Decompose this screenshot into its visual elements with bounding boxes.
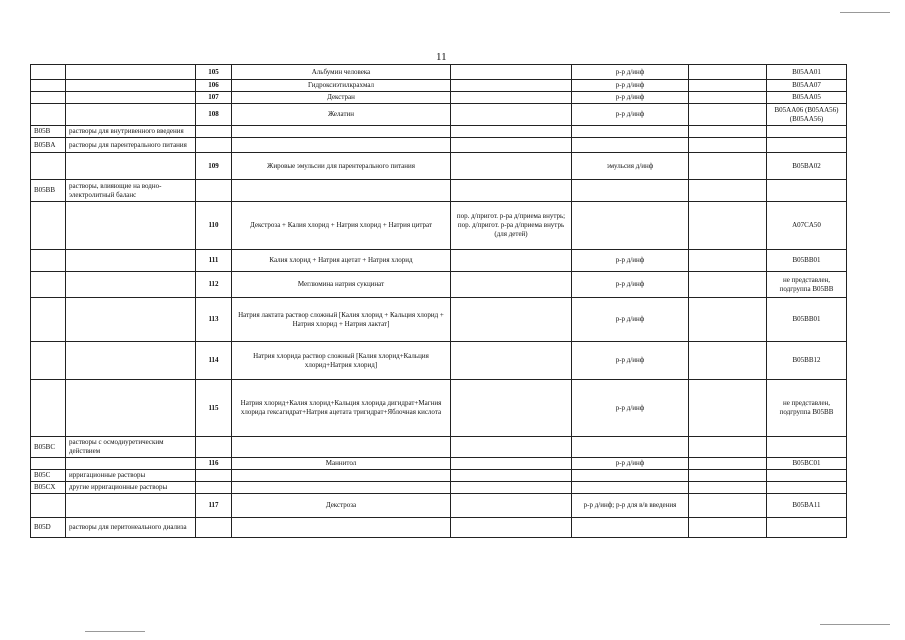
- dosage-form-cell: р-р д/инф: [572, 298, 689, 342]
- row-number-cell: 113: [196, 298, 232, 342]
- dosage-form-cell: [572, 482, 689, 494]
- edge-mark-bottom-right: [820, 624, 890, 625]
- dosage-form-cell: р-р д/инф: [572, 272, 689, 298]
- empty-cell: [689, 153, 767, 180]
- atc-code-cell: [31, 202, 66, 250]
- row-number-cell: [196, 138, 232, 153]
- drug-name-cell: Декстроза: [232, 494, 451, 518]
- table-body: [31, 65, 847, 538]
- row-number-cell: [196, 437, 232, 458]
- atc-group-cell: [66, 380, 196, 437]
- row-number-cell: 108: [196, 104, 232, 126]
- empty-cell: [689, 482, 767, 494]
- row-number-cell: 115: [196, 380, 232, 437]
- drug-name-cell: [232, 126, 451, 138]
- atc-code-cell: [31, 458, 66, 470]
- dosage-form-cell: [572, 437, 689, 458]
- table-row: [31, 437, 847, 458]
- atc-code-cell: [31, 250, 66, 272]
- row-number-cell: 106: [196, 80, 232, 92]
- atc-group-cell: ирригационные растворы: [66, 470, 196, 482]
- row-number-cell: 114: [196, 342, 232, 380]
- table-row: [31, 65, 847, 80]
- drug-name-cell: Натрия хлорид+Калия хлорид+Кальция хлорида дигидрат+Магния хлорида гексагидрат+Натрия ацетата тригидрат+Яблочная кислота: [232, 380, 451, 437]
- atc-group-cell: растворы с осмодиуретическим действием: [66, 437, 196, 458]
- drug-list-table: [30, 64, 847, 538]
- atc-code-cell: B05BC: [31, 437, 66, 458]
- atc-code-cell: [31, 342, 66, 380]
- atc-group-cell: растворы, влияющие на водно-электролитный баланс: [66, 180, 196, 202]
- drug-name-cell: Желатин: [232, 104, 451, 126]
- atc-group-cell: [66, 104, 196, 126]
- table-row: [31, 180, 847, 202]
- row-number-cell: 117: [196, 494, 232, 518]
- drug-name-cell: [232, 518, 451, 538]
- empty-cell: [689, 92, 767, 104]
- atc-code-cell: B05BA: [31, 138, 66, 153]
- empty-cell: [689, 494, 767, 518]
- row-number-cell: 110: [196, 202, 232, 250]
- drug-name-cell: [232, 470, 451, 482]
- table-row: [31, 482, 847, 494]
- atx-code-cell: [767, 138, 847, 153]
- dosage-form-alt-cell: [451, 65, 572, 80]
- empty-cell: [689, 65, 767, 80]
- row-number-cell: 112: [196, 272, 232, 298]
- drug-name-cell: Калия хлорид + Натрия ацетат + Натрия хлорид: [232, 250, 451, 272]
- page-number: 11: [436, 51, 447, 63]
- atc-code-cell: [31, 494, 66, 518]
- table-row: [31, 458, 847, 470]
- drug-name-cell: Декстран: [232, 92, 451, 104]
- atx-code-cell: B05AA06 (B05AA56) (B05AA56): [767, 104, 847, 126]
- empty-cell: [689, 80, 767, 92]
- atc-code-cell: [31, 153, 66, 180]
- atx-code-cell: B05BA02: [767, 153, 847, 180]
- table-row: [31, 138, 847, 153]
- dosage-form-alt-cell: [451, 180, 572, 202]
- drug-name-cell: Маннитол: [232, 458, 451, 470]
- dosage-form-cell: р-р д/инф: [572, 65, 689, 80]
- table-row: [31, 342, 847, 380]
- atx-code-cell: A07CA50: [767, 202, 847, 250]
- table-row: [31, 80, 847, 92]
- table-row: [31, 153, 847, 180]
- drug-name-cell: Натрия хлорида раствор сложный [Калия хлорид+Кальция хлорид+Натрия хлорид]: [232, 342, 451, 380]
- row-number-cell: 111: [196, 250, 232, 272]
- table-row: [31, 202, 847, 250]
- drug-name-cell: Альбумин человека: [232, 65, 451, 80]
- dosage-form-cell: р-р д/инф: [572, 458, 689, 470]
- dosage-form-alt-cell: [451, 126, 572, 138]
- atc-code-cell: [31, 80, 66, 92]
- dosage-form-alt-cell: [451, 342, 572, 380]
- table-row: [31, 518, 847, 538]
- dosage-form-alt-cell: [451, 104, 572, 126]
- atc-group-cell: [66, 494, 196, 518]
- empty-cell: [689, 458, 767, 470]
- drug-name-cell: [232, 138, 451, 153]
- drug-name-cell: Гидроксиэтилкрахмал: [232, 80, 451, 92]
- dosage-form-cell: [572, 138, 689, 153]
- dosage-form-cell: р-р д/инф: [572, 342, 689, 380]
- dosage-form-cell: р-р д/инф: [572, 250, 689, 272]
- dosage-form-alt-cell: [451, 482, 572, 494]
- empty-cell: [689, 298, 767, 342]
- dosage-form-alt-cell: [451, 380, 572, 437]
- atc-code-cell: [31, 298, 66, 342]
- table-row: [31, 272, 847, 298]
- table-row: [31, 92, 847, 104]
- edge-mark-top-right: [840, 12, 890, 13]
- dosage-form-cell: [572, 202, 689, 250]
- dosage-form-alt-cell: [451, 153, 572, 180]
- atx-code-cell: [767, 470, 847, 482]
- atc-code-cell: [31, 92, 66, 104]
- row-number-cell: [196, 482, 232, 494]
- atc-group-cell: растворы для парентерального питания: [66, 138, 196, 153]
- edge-mark-bottom-left: [85, 631, 145, 632]
- atc-group-cell: [66, 272, 196, 298]
- atc-group-cell: [66, 80, 196, 92]
- row-number-cell: 109: [196, 153, 232, 180]
- empty-cell: [689, 126, 767, 138]
- empty-cell: [689, 138, 767, 153]
- atc-group-cell: [66, 153, 196, 180]
- dosage-form-alt-cell: [451, 250, 572, 272]
- dosage-form-alt-cell: пор. д/пригот. р-ра д/приема внутрь; пор. д/пригот. р-ра д/приема внутрь (для детей): [451, 202, 572, 250]
- empty-cell: [689, 250, 767, 272]
- atc-code-cell: [31, 65, 66, 80]
- dosage-form-alt-cell: [451, 138, 572, 153]
- row-number-cell: 107: [196, 92, 232, 104]
- empty-cell: [689, 380, 767, 437]
- dosage-form-alt-cell: [451, 458, 572, 470]
- dosage-form-alt-cell: [451, 437, 572, 458]
- table-row: [31, 380, 847, 437]
- atx-code-cell: [767, 180, 847, 202]
- dosage-form-alt-cell: [451, 470, 572, 482]
- dosage-form-cell: р-р д/инф; р-р для в/в введения: [572, 494, 689, 518]
- atc-group-cell: растворы для внутривенного введения: [66, 126, 196, 138]
- table-row: [31, 104, 847, 126]
- empty-cell: [689, 104, 767, 126]
- atc-code-cell: B05B: [31, 126, 66, 138]
- atc-group-cell: [66, 202, 196, 250]
- empty-cell: [689, 180, 767, 202]
- dosage-form-cell: р-р д/инф: [572, 380, 689, 437]
- atx-code-cell: B05BB01: [767, 250, 847, 272]
- row-number-cell: [196, 518, 232, 538]
- atx-code-cell: [767, 518, 847, 538]
- dosage-form-cell: р-р д/инф: [572, 92, 689, 104]
- atc-code-cell: [31, 380, 66, 437]
- row-number-cell: 105: [196, 65, 232, 80]
- drug-name-cell: [232, 482, 451, 494]
- empty-cell: [689, 470, 767, 482]
- atc-group-cell: [66, 342, 196, 380]
- dosage-form-cell: [572, 126, 689, 138]
- table-row: [31, 494, 847, 518]
- dosage-form-alt-cell: [451, 80, 572, 92]
- atx-code-cell: B05BB12: [767, 342, 847, 380]
- atx-code-cell: B05BC01: [767, 458, 847, 470]
- row-number-cell: 116: [196, 458, 232, 470]
- atc-group-cell: [66, 250, 196, 272]
- atc-code-cell: B05C: [31, 470, 66, 482]
- dosage-form-cell: р-р д/инф: [572, 80, 689, 92]
- atx-code-cell: [767, 437, 847, 458]
- empty-cell: [689, 437, 767, 458]
- atc-code-cell: [31, 272, 66, 298]
- table-row: [31, 250, 847, 272]
- empty-cell: [689, 342, 767, 380]
- empty-cell: [689, 202, 767, 250]
- dosage-form-alt-cell: [451, 298, 572, 342]
- empty-cell: [689, 272, 767, 298]
- atx-code-cell: не представлен, подгруппа B05BB: [767, 272, 847, 298]
- dosage-form-alt-cell: [451, 92, 572, 104]
- drug-name-cell: Жировые эмульсии для парентерального питания: [232, 153, 451, 180]
- row-number-cell: [196, 470, 232, 482]
- table-row: [31, 126, 847, 138]
- atx-code-cell: B05BB01: [767, 298, 847, 342]
- row-number-cell: [196, 180, 232, 202]
- atc-code-cell: B05CX: [31, 482, 66, 494]
- dosage-form-cell: [572, 470, 689, 482]
- atc-code-cell: B05D: [31, 518, 66, 538]
- atc-group-cell: [66, 458, 196, 470]
- dosage-form-alt-cell: [451, 272, 572, 298]
- dosage-form-alt-cell: [451, 518, 572, 538]
- row-number-cell: [196, 126, 232, 138]
- atx-code-cell: B05AA01: [767, 65, 847, 80]
- atc-code-cell: [31, 104, 66, 126]
- atx-code-cell: B05AA07: [767, 80, 847, 92]
- drug-name-cell: [232, 437, 451, 458]
- atc-group-cell: [66, 92, 196, 104]
- atc-group-cell: [66, 298, 196, 342]
- drug-name-cell: Декстроза + Калия хлорид + Натрия хлорид + Натрия цитрат: [232, 202, 451, 250]
- atx-code-cell: B05AA05: [767, 92, 847, 104]
- drug-name-cell: Меглюмина натрия сукцинат: [232, 272, 451, 298]
- empty-cell: [689, 518, 767, 538]
- atc-group-cell: [66, 65, 196, 80]
- drug-name-cell: Натрия лактата раствор сложный [Калия хлорид + Кальция хлорид + Натрия хлорид + Натрия лактат]: [232, 298, 451, 342]
- dosage-form-cell: [572, 180, 689, 202]
- dosage-form-alt-cell: [451, 494, 572, 518]
- table-row: [31, 470, 847, 482]
- drug-name-cell: [232, 180, 451, 202]
- atx-code-cell: [767, 126, 847, 138]
- atc-group-cell: растворы для перитонеального диализа: [66, 518, 196, 538]
- dosage-form-cell: эмульсия д/инф: [572, 153, 689, 180]
- atx-code-cell: не представлен, подгруппа B05BB: [767, 380, 847, 437]
- atc-code-cell: B05BB: [31, 180, 66, 202]
- table-row: [31, 298, 847, 342]
- atc-group-cell: другие ирригационные растворы: [66, 482, 196, 494]
- dosage-form-cell: р-р д/инф: [572, 104, 689, 126]
- dosage-form-cell: [572, 518, 689, 538]
- atx-code-cell: [767, 482, 847, 494]
- atx-code-cell: B05BA11: [767, 494, 847, 518]
